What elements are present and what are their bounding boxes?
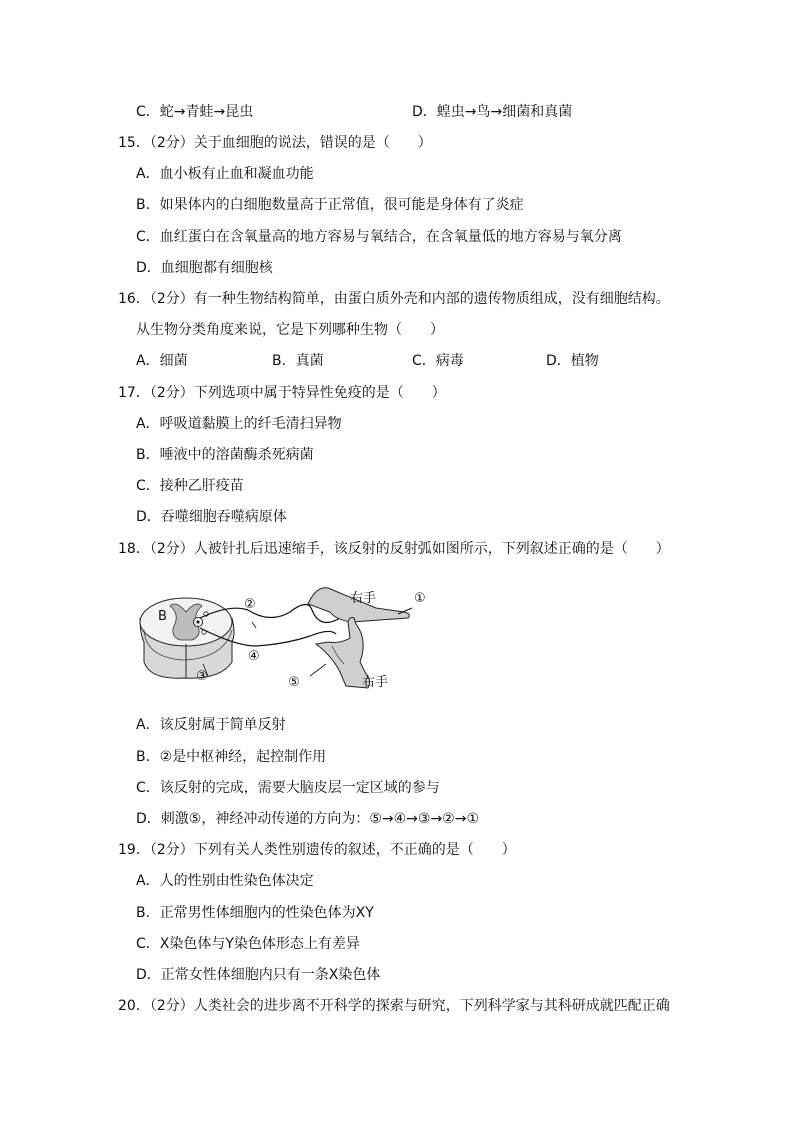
figure-label-2: ② [244, 597, 256, 612]
q15-option-d: D．血细胞都有细胞核 [136, 260, 273, 276]
q17-option-c: C．接种乙肝疫苗 [136, 478, 244, 494]
q18-option-d: D．刺激⑤，神经冲动传递的方向为：⑤→④→③→②→① [136, 811, 480, 827]
q17-option-b: B．唾液中的溶菌酶杀死病菌 [136, 447, 314, 463]
q17-option-a: A．呼吸道黏膜上的纤毛清扫异物 [136, 416, 342, 432]
q19-option-c: C．X染色体与Y染色体形态上有差异 [136, 936, 360, 952]
q19-stem: 19．（2分）下列有关人类性别遗传的叙述，不正确的是（ ） [118, 842, 516, 858]
figure-label-5: ⑤ [288, 675, 300, 690]
reflex-arc-figure [140, 584, 440, 694]
q16-option-c: C．病毒 [412, 353, 464, 369]
q18-stem: 18．（2分）人被针扎后迅速缩手，该反射的反射弧如图所示，下列叙述正确的是（ ） [118, 541, 670, 557]
figure-label-1: ① [414, 591, 426, 606]
figure-label-right-hand-bottom: 右手 [362, 675, 389, 690]
q20-stem: 20．（2分）人类社会的进步离不开科学的探索与研究，下列科学家与其科研成就匹配正确 [118, 998, 670, 1014]
figure-label-3: ③ [196, 669, 208, 684]
figure-label-4: ④ [248, 649, 260, 664]
q19-option-b: B．正常男性体细胞内的性染色体为XY [136, 905, 374, 921]
q17-stem: 17．（2分）下列选项中属于特异性免疫的是（ ） [118, 385, 446, 401]
q16-stem: 16．（2分）有一种生物结构简单，由蛋白质外壳和内部的遗传物质组成，没有细胞结构。 [118, 291, 670, 307]
q18-option-c: C．该反射的完成，需要大脑皮层一定区域的参与 [136, 780, 440, 796]
q15-option-a: A．血小板有止血和凝血功能 [136, 166, 314, 182]
figure-label-right-hand-top: 右手 [350, 591, 377, 606]
q14-option-d: D．蝗虫→鸟→细菌和真菌 [412, 104, 573, 120]
reflex-arc-diagram [140, 584, 440, 694]
q15-option-c: C．血红蛋白在含氧量高的地方容易与氧结合，在含氧量低的地方容易与氧分离 [136, 229, 622, 245]
q19-option-a: A．人的性别由性染色体决定 [136, 873, 314, 889]
q15-stem: 15．（2分）关于血细胞的说法，错误的是（ ） [118, 135, 432, 151]
q19-option-d: D．正常女性体细胞内只有一条X染色体 [136, 967, 381, 983]
q16-option-d: D．植物 [546, 353, 599, 369]
q17-option-d: D．吞噬细胞吞噬病原体 [136, 509, 287, 525]
q18-option-b: B．②是中枢神经，起控制作用 [136, 749, 327, 765]
q15-option-b: B．如果体内的白细胞数量高于正常值，很可能是身体有了炎症 [136, 197, 524, 213]
q16-option-b: B．真菌 [272, 353, 324, 369]
q16-option-a: A．细菌 [136, 353, 188, 369]
q18-option-a: A．该反射属于简单反射 [136, 717, 286, 733]
figure-label-b: B [158, 609, 167, 624]
q14-option-c: C．蛇→青蛙→昆虫 [136, 104, 254, 120]
q16-stem-cont: 从生物分类角度来说，它是下列哪种生物（ ） [136, 322, 444, 338]
